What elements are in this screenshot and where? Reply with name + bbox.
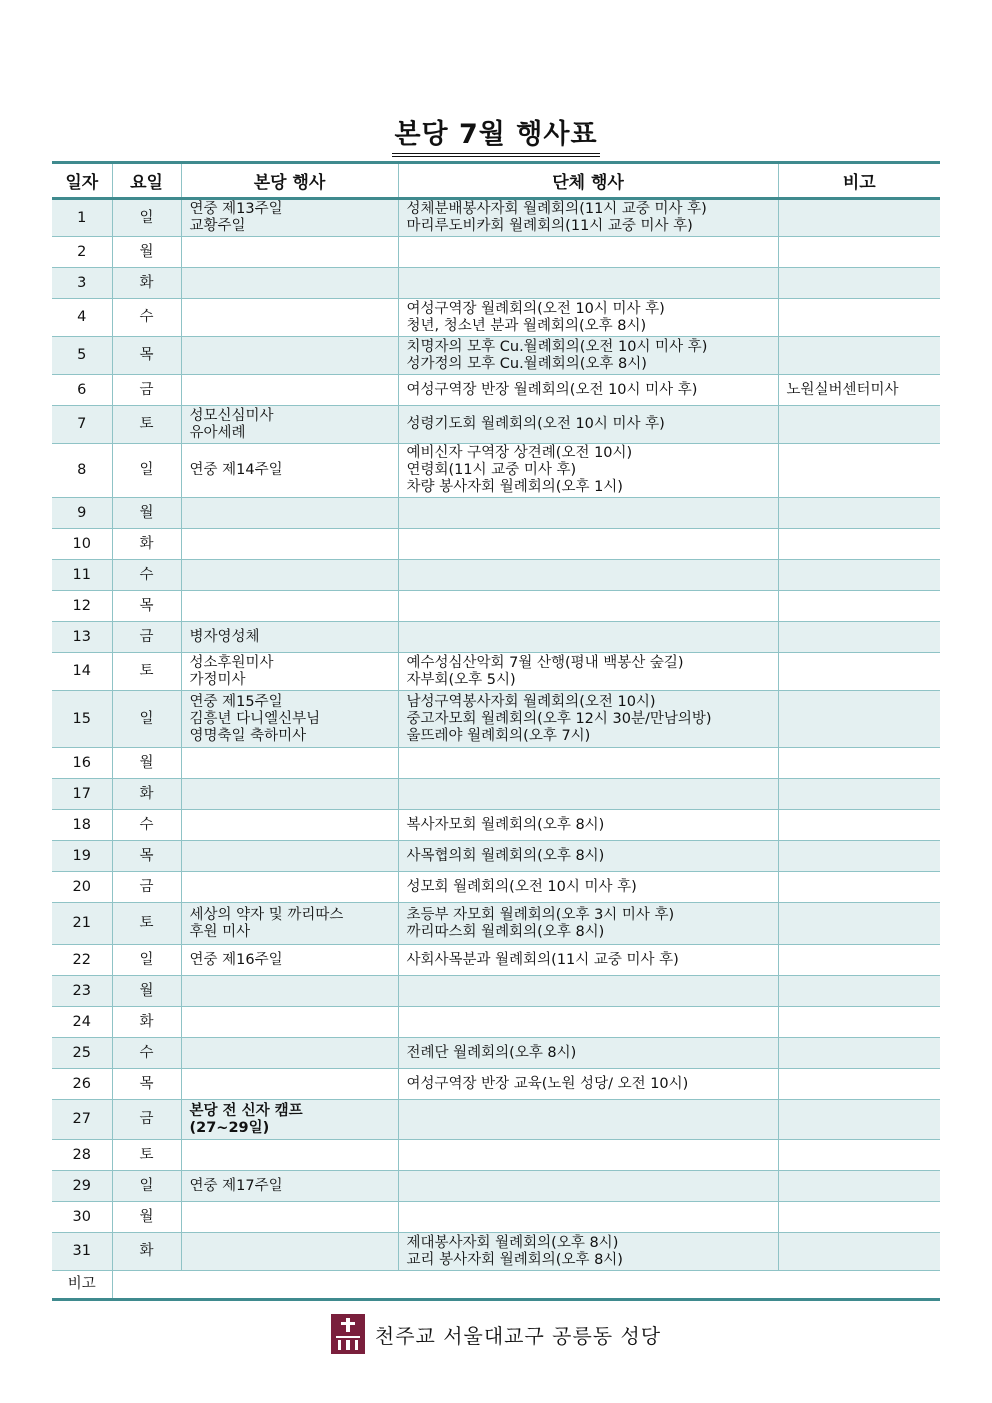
table-row [52, 237, 940, 268]
group-event-line: 치명자의 모후 Cu.월례회의(오전 10시 미사 후) [406, 338, 708, 355]
group-event-cell [398, 299, 778, 337]
date-cell: 7 [52, 406, 112, 444]
weekday-cell: 화 [112, 1007, 181, 1038]
group-event-cell [398, 653, 778, 691]
date-cell: 10 [52, 529, 112, 560]
note-cell [778, 498, 940, 529]
group-event-cell [398, 268, 778, 299]
group-event-cell [398, 748, 778, 779]
group-event-cell [398, 1202, 778, 1233]
weekday-cell: 토 [112, 406, 181, 444]
note-cell [778, 337, 940, 375]
table-row [52, 268, 940, 299]
notes-label: 비고 [52, 1271, 112, 1300]
table-row [52, 1069, 940, 1100]
group-event-cell [398, 976, 778, 1007]
parish-event-line: 후원 미사 [189, 923, 251, 940]
note-cell [778, 653, 940, 691]
group-event-cell [398, 406, 778, 444]
date-cell: 2 [52, 237, 112, 268]
note-cell [778, 872, 940, 903]
parish-event-line: 교황주일 [189, 218, 246, 234]
date-cell: 23 [52, 976, 112, 1007]
weekday-cell: 일 [112, 945, 181, 976]
weekday-cell: 일 [112, 691, 181, 748]
weekday-cell: 금 [112, 622, 181, 653]
note-cell [778, 591, 940, 622]
group-event-cell [398, 622, 778, 653]
date-cell: 6 [52, 375, 112, 406]
table-row [52, 903, 940, 945]
date-cell: 18 [52, 810, 112, 841]
table-row [52, 1140, 940, 1171]
group-event-cell [398, 237, 778, 268]
date-cell: 19 [52, 841, 112, 872]
table-row [52, 375, 940, 406]
weekday-cell: 금 [112, 375, 181, 406]
date-cell: 9 [52, 498, 112, 529]
group-event-line: 초등부 자모회 월례회의(오후 3시 미사 후) [406, 906, 675, 923]
parish-event-cell [181, 779, 398, 810]
table-row [52, 337, 940, 375]
group-event-line: 전례단 월례회의(오후 8시) [406, 1044, 577, 1061]
group-event-cell [398, 872, 778, 903]
note-cell [778, 406, 940, 444]
header-group-events: 단체 행사 [398, 163, 778, 199]
note-cell [778, 841, 940, 872]
parish-event-line: 병자영성체 [189, 628, 260, 645]
date-cell: 28 [52, 1140, 112, 1171]
note-cell [778, 1038, 940, 1069]
parish-event-line: 연중 제17주일 [189, 1177, 283, 1194]
date-cell: 5 [52, 337, 112, 375]
date-cell: 27 [52, 1100, 112, 1140]
group-event-cell [398, 1171, 778, 1202]
date-cell: 31 [52, 1233, 112, 1271]
parish-event-cell [181, 337, 398, 375]
weekday-cell: 월 [112, 976, 181, 1007]
table-row [52, 560, 940, 591]
group-event-cell [398, 498, 778, 529]
group-event-line: 자부회(오후 5시) [406, 671, 516, 688]
table-row [52, 976, 940, 1007]
parish-event-cell [181, 1233, 398, 1271]
weekday-cell: 화 [112, 529, 181, 560]
date-cell: 4 [52, 299, 112, 337]
parish-event-cell [181, 1140, 398, 1171]
parish-event-cell [181, 691, 398, 748]
church-cross-icon [331, 1314, 365, 1354]
table-row [52, 299, 940, 337]
parish-event-cell [181, 444, 398, 498]
group-event-cell [398, 691, 778, 748]
parish-event-cell [181, 976, 398, 1007]
header-parish-events: 본당 행사 [181, 163, 398, 199]
table-row [52, 1202, 940, 1233]
group-event-line: 교리 봉사자회 월례회의(오후 8시) [406, 1251, 623, 1268]
weekday-cell: 목 [112, 591, 181, 622]
weekday-cell: 월 [112, 498, 181, 529]
weekday-cell: 토 [112, 1140, 181, 1171]
table-row [52, 529, 940, 560]
table-row [52, 1007, 940, 1038]
header-weekday: 요일 [112, 163, 181, 199]
group-event-cell [398, 779, 778, 810]
header-row [52, 163, 940, 199]
weekday-cell: 화 [112, 268, 181, 299]
parish-event-line: 유아세례 [189, 424, 246, 441]
table-row [52, 444, 940, 498]
group-event-line: 까리따스회 월례회의(오후 8시) [406, 923, 605, 940]
parish-event-cell [181, 299, 398, 337]
weekday-cell: 금 [112, 872, 181, 903]
group-event-line: 연령회(11시 교중 미사 후) [406, 462, 577, 478]
weekday-cell: 토 [112, 653, 181, 691]
group-event-line: 여성구역장 반장 교육(노원 성당/ 오전 10시) [406, 1075, 689, 1092]
weekday-cell: 일 [112, 444, 181, 498]
date-cell: 13 [52, 622, 112, 653]
group-event-cell [398, 903, 778, 945]
table-row [52, 945, 940, 976]
group-event-line: 제대봉사자회 월례회의(오후 8시) [406, 1234, 619, 1251]
group-event-line: 중고자모회 월례회의(오후 12시 30분/만남의방) [406, 710, 712, 727]
parish-event-cell [181, 1202, 398, 1233]
table-row [52, 591, 940, 622]
weekday-cell: 일 [112, 1171, 181, 1202]
group-event-cell [398, 1007, 778, 1038]
group-event-cell [398, 560, 778, 591]
parish-event-line: 성모신심미사 [189, 407, 274, 424]
date-cell: 8 [52, 444, 112, 498]
group-event-line: 사회사목분과 월례회의(11시 교중 미사 후) [406, 951, 679, 968]
header-date: 일자 [52, 163, 112, 199]
date-cell: 24 [52, 1007, 112, 1038]
parish-event-cell [181, 872, 398, 903]
date-cell: 3 [52, 268, 112, 299]
parish-event-cell [181, 1100, 398, 1140]
table-row [52, 1038, 940, 1069]
weekday-cell: 금 [112, 1100, 181, 1140]
date-cell: 12 [52, 591, 112, 622]
group-event-cell [398, 841, 778, 872]
table-row [52, 622, 940, 653]
group-event-cell [398, 529, 778, 560]
group-event-line: 울뜨레야 월례회의(오후 7시) [406, 727, 591, 744]
group-event-line: 성령기도회 월례회의(오전 10시 미사 후) [406, 416, 665, 432]
weekday-cell: 월 [112, 1202, 181, 1233]
weekday-cell: 월 [112, 748, 181, 779]
parish-event-line: 연중 제14주일 [189, 462, 283, 478]
group-event-cell [398, 1100, 778, 1140]
parish-event-cell [181, 841, 398, 872]
note-cell [778, 1140, 940, 1171]
date-cell: 14 [52, 653, 112, 691]
table-row [52, 779, 940, 810]
parish-event-cell [181, 1171, 398, 1202]
notes-content [112, 1271, 940, 1300]
group-event-cell [398, 444, 778, 498]
note-cell [778, 237, 940, 268]
table-row [52, 748, 940, 779]
parish-event-line: 연중 제13주일 [189, 201, 283, 217]
date-cell: 29 [52, 1171, 112, 1202]
group-event-cell [398, 375, 778, 406]
date-cell: 11 [52, 560, 112, 591]
weekday-cell: 목 [112, 337, 181, 375]
note-cell [778, 691, 940, 748]
parish-event-line: (27~29일) [189, 1119, 270, 1136]
note-cell [778, 1100, 940, 1140]
note-cell [778, 1007, 940, 1038]
weekday-cell: 수 [112, 1038, 181, 1069]
note-cell [778, 748, 940, 779]
note-cell [778, 268, 940, 299]
weekday-cell: 토 [112, 903, 181, 945]
parish-event-cell [181, 945, 398, 976]
date-cell: 22 [52, 945, 112, 976]
parish-event-cell [181, 529, 398, 560]
date-cell: 15 [52, 691, 112, 748]
footer [0, 1314, 992, 1354]
parish-event-line: 성소후원미사 [189, 654, 274, 671]
parish-event-cell [181, 591, 398, 622]
group-event-line: 사목협의회 월례회의(오후 8시) [406, 847, 605, 864]
group-event-line: 예비신자 구역장 상견례(오전 10시) [406, 445, 633, 461]
group-event-line: 성체분배봉사자회 월례회의(11시 교중 미사 후) [406, 201, 707, 217]
footer-text: 천주교 서울대교구 공릉동 성당 [374, 1323, 662, 1348]
group-event-cell [398, 337, 778, 375]
parish-event-cell [181, 199, 398, 237]
group-event-line: 마리루도비카회 월례회의(11시 교중 미사 후) [406, 218, 693, 234]
parish-event-cell [181, 748, 398, 779]
parish-event-line: 본당 전 신자 캠프 [189, 1102, 303, 1119]
parish-event-cell [181, 653, 398, 691]
group-event-cell [398, 1038, 778, 1069]
note-cell [778, 779, 940, 810]
weekday-cell: 화 [112, 1233, 181, 1271]
group-event-line: 성가정의 모후 Cu.월례회의(오후 8시) [406, 355, 647, 372]
group-event-line: 청년, 청소년 분과 월례회의(오후 8시) [406, 317, 647, 334]
weekday-cell: 수 [112, 299, 181, 337]
group-event-line: 남성구역봉사자회 월례회의(오전 10시) [406, 693, 656, 710]
weekday-cell: 목 [112, 1069, 181, 1100]
date-cell: 26 [52, 1069, 112, 1100]
date-cell: 17 [52, 779, 112, 810]
parish-event-line: 연중 제16주일 [189, 951, 283, 968]
table-row [52, 691, 940, 748]
parish-event-cell [181, 622, 398, 653]
note-cell [778, 903, 940, 945]
table-row [52, 199, 940, 237]
parish-event-cell [181, 498, 398, 529]
group-event-line: 차량 봉사자회 월례회의(오후 1시) [406, 479, 623, 495]
weekday-cell: 일 [112, 199, 181, 237]
group-event-cell [398, 810, 778, 841]
note-cell [778, 1069, 940, 1100]
schedule-table [52, 161, 940, 1301]
table-row [52, 1100, 940, 1140]
date-cell: 21 [52, 903, 112, 945]
parish-event-line: 가정미사 [189, 671, 246, 688]
group-event-cell [398, 1233, 778, 1271]
note-cell [778, 199, 940, 237]
page-title-wrap [0, 112, 992, 157]
header-notes: 비고 [778, 163, 940, 199]
table-row [52, 653, 940, 691]
date-cell: 1 [52, 199, 112, 237]
parish-event-cell [181, 237, 398, 268]
group-event-cell [398, 591, 778, 622]
note-cell [778, 299, 940, 337]
note-cell: 노원실버센터미사 [778, 375, 940, 406]
parish-event-cell [181, 810, 398, 841]
group-event-cell [398, 1069, 778, 1100]
group-event-line: 복사자모회 월례회의(오후 8시) [406, 816, 605, 833]
date-cell: 30 [52, 1202, 112, 1233]
parish-event-cell [181, 406, 398, 444]
note-cell [778, 945, 940, 976]
group-event-cell [398, 945, 778, 976]
note-cell [778, 976, 940, 1007]
note-cell [778, 810, 940, 841]
date-cell: 16 [52, 748, 112, 779]
note-cell [778, 1233, 940, 1271]
parish-event-cell [181, 1069, 398, 1100]
parish-event-cell [181, 375, 398, 406]
notes-row [52, 1271, 940, 1300]
group-event-cell [398, 1140, 778, 1171]
parish-event-cell [181, 268, 398, 299]
table-row [52, 1233, 940, 1271]
note-cell [778, 529, 940, 560]
table-row [52, 498, 940, 529]
group-event-cell [398, 199, 778, 237]
table-row [52, 406, 940, 444]
table-row [52, 1171, 940, 1202]
weekday-cell: 수 [112, 560, 181, 591]
group-event-line: 여성구역장 반장 월례회의(오전 10시 미사 후) [406, 381, 698, 398]
weekday-cell: 목 [112, 841, 181, 872]
weekday-cell: 월 [112, 237, 181, 268]
note-cell [778, 622, 940, 653]
parish-event-cell [181, 903, 398, 945]
date-cell: 20 [52, 872, 112, 903]
schedule-body [52, 199, 940, 1300]
parish-event-line: 연중 제15주일 [189, 693, 283, 710]
parish-event-cell [181, 1038, 398, 1069]
weekday-cell: 수 [112, 810, 181, 841]
parish-event-cell [181, 560, 398, 591]
note-cell [778, 560, 940, 591]
date-cell: 25 [52, 1038, 112, 1069]
page-title: 본당 7월 행사표 [392, 112, 599, 157]
parish-event-line: 영명축일 축하미사 [189, 727, 307, 744]
group-event-line: 성모회 월례회의(오전 10시 미사 후) [406, 878, 637, 895]
weekday-cell: 화 [112, 779, 181, 810]
table-row [52, 841, 940, 872]
table-row [52, 872, 940, 903]
table-row [52, 810, 940, 841]
parish-event-line: 김흥년 다니엘신부님 [189, 710, 321, 727]
note-cell [778, 1202, 940, 1233]
group-event-line: 예수성심산악회 7월 산행(평내 백봉산 숲길) [406, 654, 684, 671]
note-cell [778, 444, 940, 498]
note-cell [778, 1171, 940, 1202]
group-event-line: 여성구역장 월례회의(오전 10시 미사 후) [406, 300, 665, 317]
parish-event-line: 세상의 약자 및 까리따스 [189, 906, 344, 923]
parish-event-cell [181, 1007, 398, 1038]
